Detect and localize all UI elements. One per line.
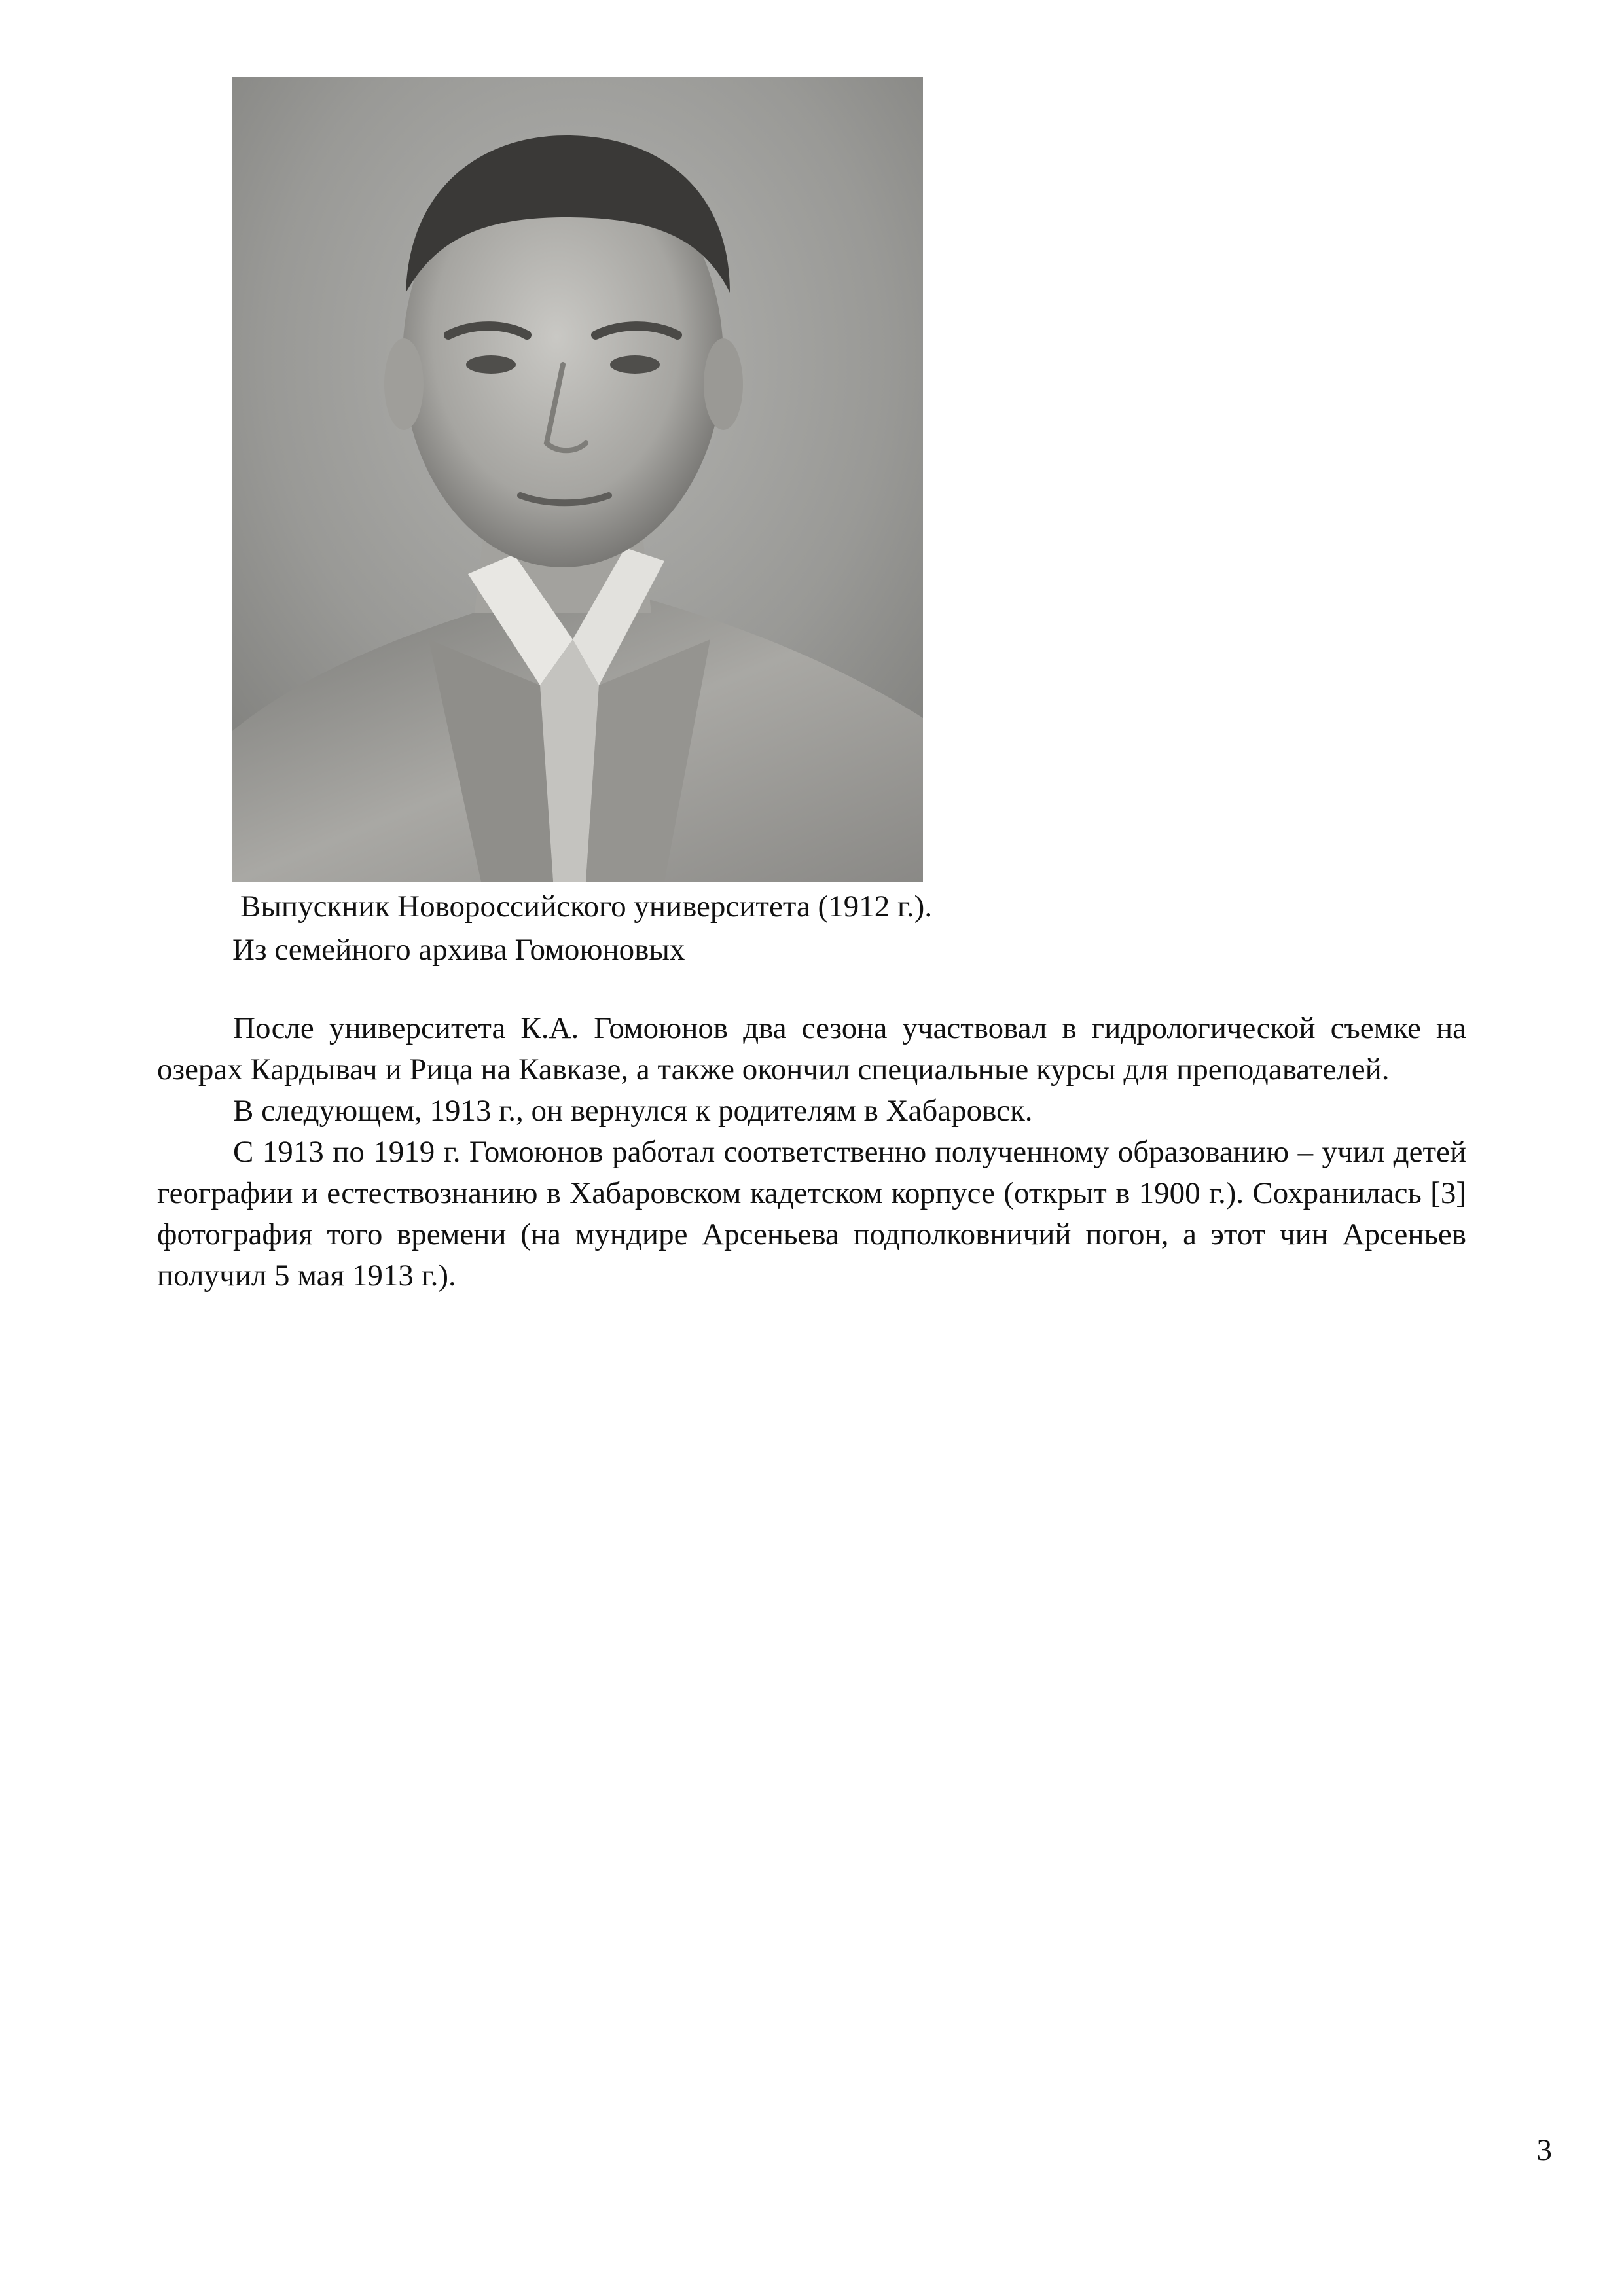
paragraph-2: В следующем, 1913 г., он вернулся к родителям в Хабаровск. bbox=[233, 1094, 1033, 1128]
caption-source: Из семейного архива Гомоюновых bbox=[232, 933, 685, 967]
page-number: 3 bbox=[1536, 2133, 1552, 2167]
paragraph-3: С 1913 по 1919 г. Гомоюнов работал соответственно полученному образованию – учил детей географии и естествознанию в Хабаровском кадетском корпусе (открыт в 1900 г.). Сохранилась [3] фотография того времени (на мундире Арсеньева подполковничий погон, а этот чин Арсеньев получил 5 мая 1913 г.). bbox=[157, 1135, 1466, 1293]
body-text bbox=[157, 1008, 1466, 1297]
caption-title: Выпускник Новороссийского университета (1912 г.). bbox=[240, 889, 933, 924]
portrait-photo bbox=[232, 77, 923, 882]
paragraph-1: После университета К.А. Гомоюнов два сезона участвовал в гидрологической съемке на озерах Кардывач и Рица на Кавказе, а также окончил специальные курсы для преподавателей. bbox=[157, 1011, 1466, 1086]
photo-caption bbox=[232, 885, 932, 971]
